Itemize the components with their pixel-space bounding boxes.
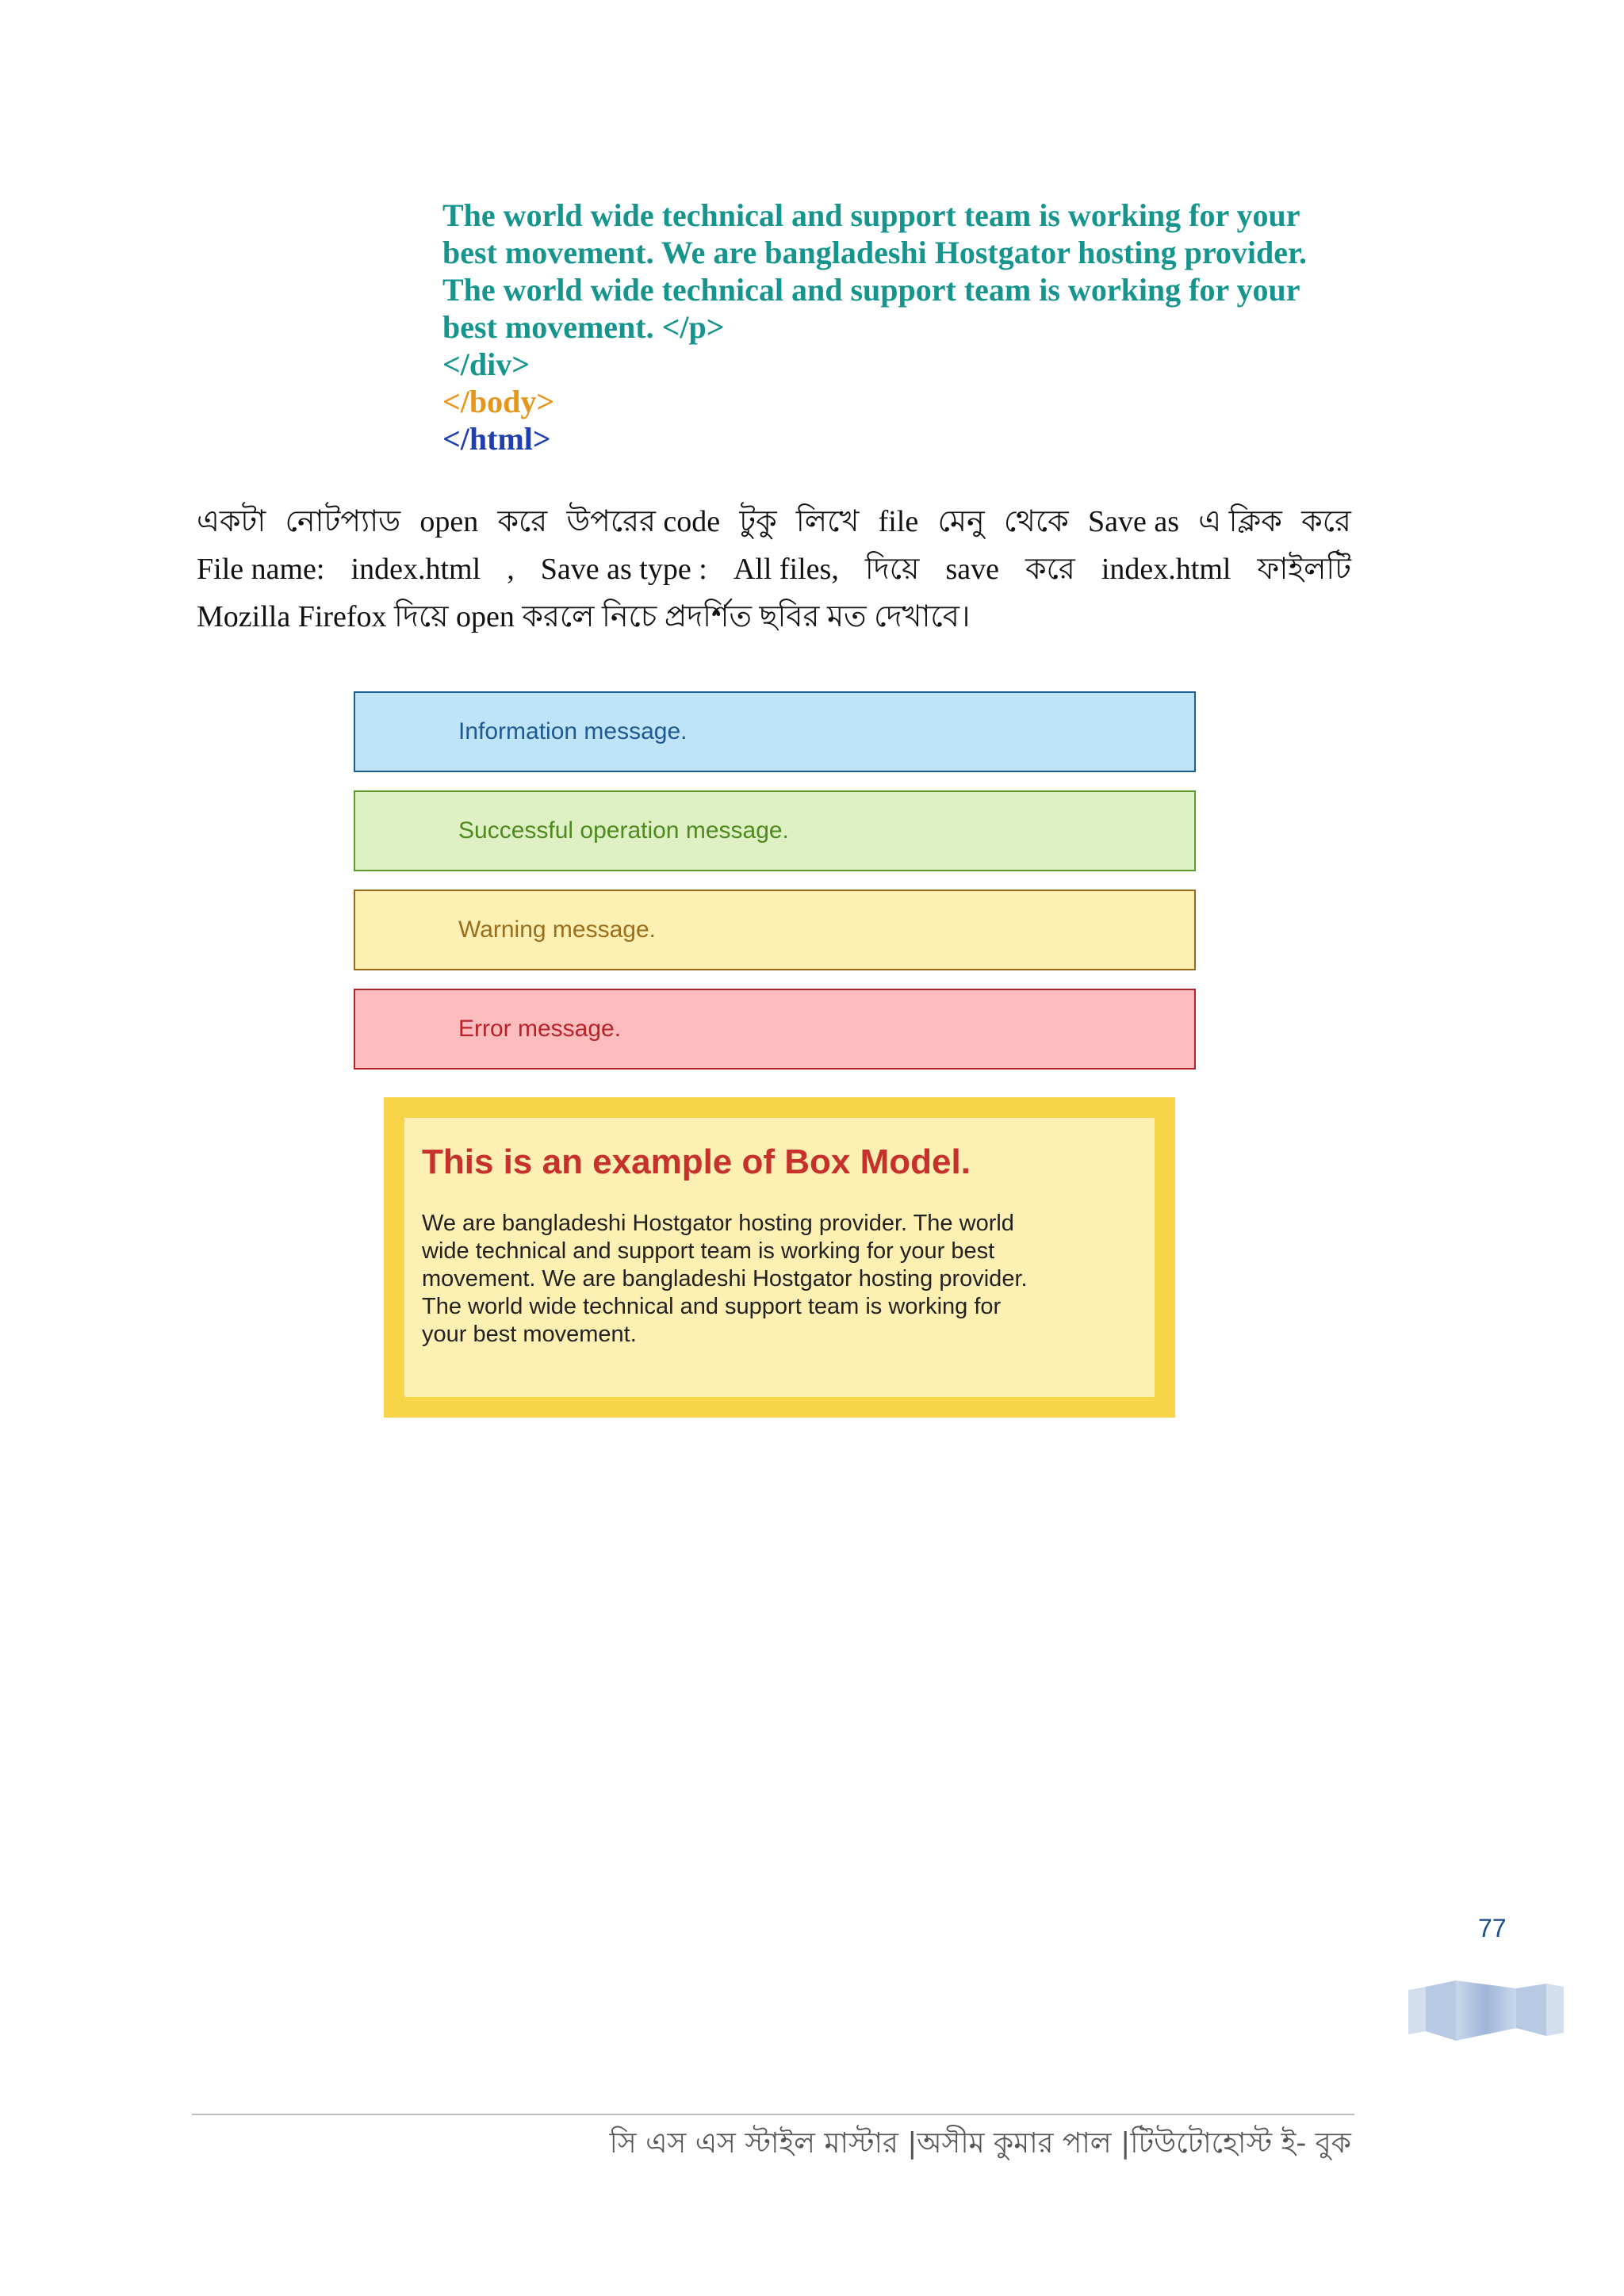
paragraph-word: করে: [497, 505, 548, 538]
information-message-text: Information message.: [458, 718, 688, 744]
code-snippet: [442, 197, 1394, 457]
footer-caption: সি এস এস স্টাইল মাস্টার |অসীম কুমার পাল |টিউটোহোস্ট ই- বুক: [609, 2127, 1351, 2160]
footer-divider: [192, 2114, 1354, 2115]
box-model-text-line: The world wide technical and support team is working for: [422, 1294, 1002, 1319]
code-line-html-close: </html>: [442, 421, 551, 457]
code-line: best movement. </p>: [442, 309, 725, 345]
paragraph-line-2: [197, 545, 1351, 593]
paragraph-line-3: Mozilla Firefox দিয়ে open করলে নিচে প্রদর্শিত ছবির মত দেখাবে।: [197, 600, 971, 633]
box-model-text-line: your best movement.: [422, 1322, 637, 1347]
information-message: [354, 691, 1196, 772]
code-line-div-close: </div>: [442, 346, 530, 382]
code-line: The world wide technical and support team is working for your: [442, 272, 1300, 308]
page-number: 77: [1478, 1914, 1507, 1942]
paragraph-word: টুকু: [739, 505, 777, 538]
paragraph-word: index.html: [350, 553, 481, 586]
box-model-text: [422, 1210, 1137, 1349]
paragraph-word: Save as: [1088, 505, 1180, 538]
paragraph-word: করে: [1301, 505, 1351, 538]
paragraph-word: করে: [1025, 553, 1075, 586]
paragraph-word: এ ক্লিক: [1198, 505, 1282, 538]
box-model-text-line: We are bangladeshi Hostgator hosting provider. The world: [422, 1211, 1014, 1236]
paragraph-word: Save as type :: [540, 553, 707, 586]
paragraph-word: মেনু: [937, 505, 985, 538]
paragraph-word: নোটপ্যাড: [285, 505, 401, 538]
paragraph-word: open: [419, 505, 479, 538]
paragraph-word: index.html: [1101, 553, 1231, 586]
paragraph-word: ,: [507, 553, 515, 586]
paragraph-word: All files,: [733, 553, 839, 586]
paragraph-word: save: [945, 553, 999, 586]
error-message-text: Error message.: [458, 1016, 622, 1042]
warning-message-text: Warning message.: [458, 916, 656, 943]
paragraph-word: একটা: [197, 505, 266, 538]
instruction-paragraph: [197, 498, 1351, 641]
paragraph-word: থেকে: [1003, 505, 1069, 538]
paragraph-word: file: [878, 505, 919, 538]
box-model-title: This is an example of Box Model.: [422, 1142, 971, 1181]
error-message: [354, 989, 1196, 1070]
box-model-text-line: wide technical and support team is working for your best: [422, 1238, 995, 1264]
code-line-body-close: </body>: [442, 384, 555, 419]
success-message: [354, 790, 1196, 871]
box-model-text-line: movement. We are bangladeshi Hostgator hosting provider.: [422, 1266, 1028, 1292]
paragraph-line-1: [197, 498, 1351, 545]
warning-message: [354, 890, 1196, 970]
box-model-example: [384, 1097, 1175, 1418]
box-model-content: [404, 1118, 1155, 1397]
page-ribbon-decoration-icon: [1408, 1979, 1564, 2042]
code-line: The world wide technical and support team is working for your: [442, 197, 1300, 233]
paragraph-word: উপরের code: [566, 505, 721, 538]
paragraph-word: File name:: [197, 553, 325, 586]
code-line: best movement. We are bangladeshi Hostgator hosting provider.: [442, 235, 1308, 270]
paragraph-word: ফাইলটি: [1257, 553, 1351, 586]
paragraph-word: লিখে: [795, 505, 860, 538]
paragraph-word: দিয়ে: [864, 553, 920, 586]
success-message-text: Successful operation message.: [458, 817, 789, 844]
